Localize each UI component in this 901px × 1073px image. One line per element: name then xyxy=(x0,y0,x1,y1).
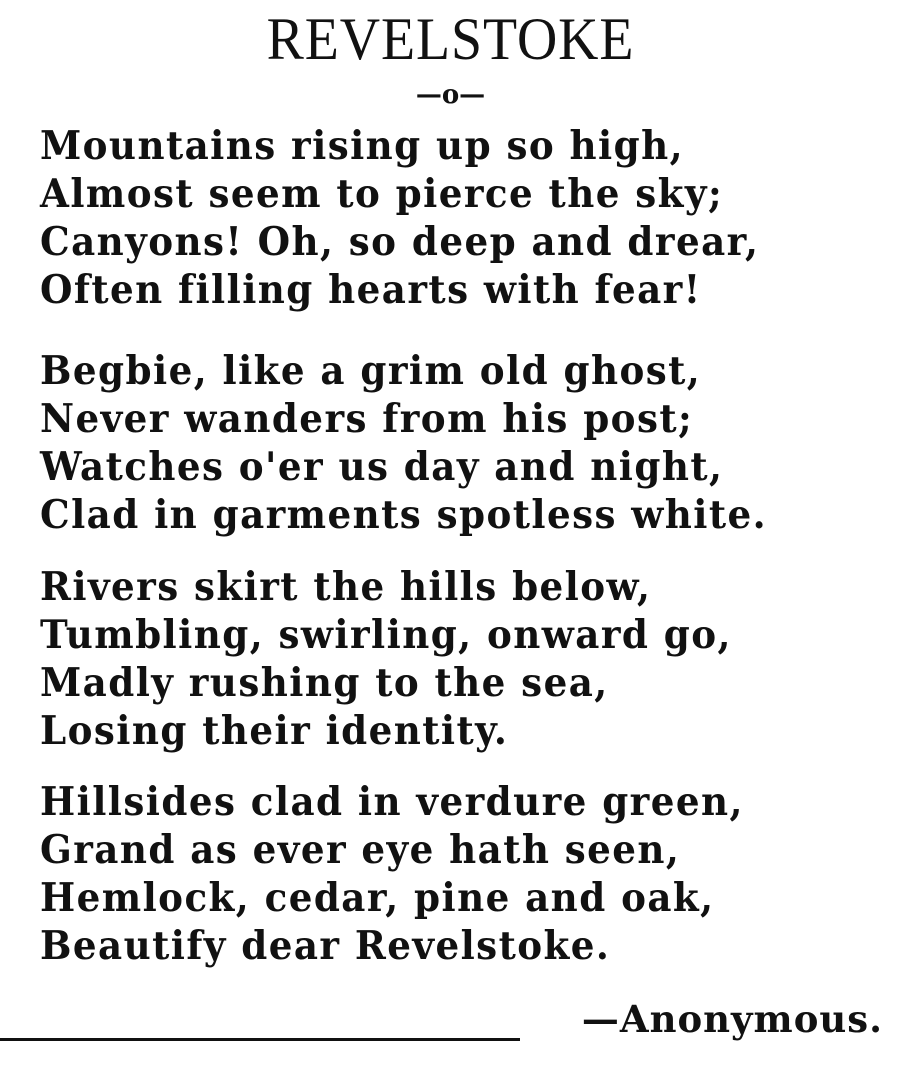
poem-line: Mountains rising up so high, xyxy=(40,123,684,169)
stanza-4 xyxy=(40,778,890,970)
poem-line: Tumbling, swirling, onward go, xyxy=(40,612,732,658)
poem-line: Never wanders from his post; xyxy=(40,396,694,442)
poem-line: Hemlock, cedar, pine and oak, xyxy=(40,875,715,921)
poem-line: Beautify dear Revelstoke. xyxy=(40,923,611,969)
poem-line: Rivers skirt the hills below, xyxy=(40,564,652,610)
poem-line: Grand as ever eye hath seen, xyxy=(40,827,681,873)
poem-line: Clad in garments spotless white. xyxy=(40,492,768,538)
poem-line: Begbie, like a grim old ghost, xyxy=(40,348,702,394)
bottom-rule-divider xyxy=(0,1038,520,1041)
stanza-2 xyxy=(40,347,890,539)
poem-line: Almost seem to pierce the sky; xyxy=(40,171,724,217)
stanza-1 xyxy=(40,122,890,314)
poem-line: Hillsides clad in verdure green, xyxy=(40,779,744,825)
poem-line: Watches o'er us day and night, xyxy=(40,444,724,490)
stanza-3 xyxy=(40,563,890,755)
poem-line: Losing their identity. xyxy=(40,708,509,754)
poem-line: Canyons! Oh, so deep and drear, xyxy=(40,219,760,265)
poem-title: REVELSTOKE xyxy=(266,6,635,72)
poem-line: Madly rushing to the sea, xyxy=(40,660,609,706)
title-ornament: —o— xyxy=(415,80,486,110)
poem-attribution: —Anonymous. xyxy=(581,997,883,1041)
poem-line: Often filling hearts with fear! xyxy=(40,267,702,313)
